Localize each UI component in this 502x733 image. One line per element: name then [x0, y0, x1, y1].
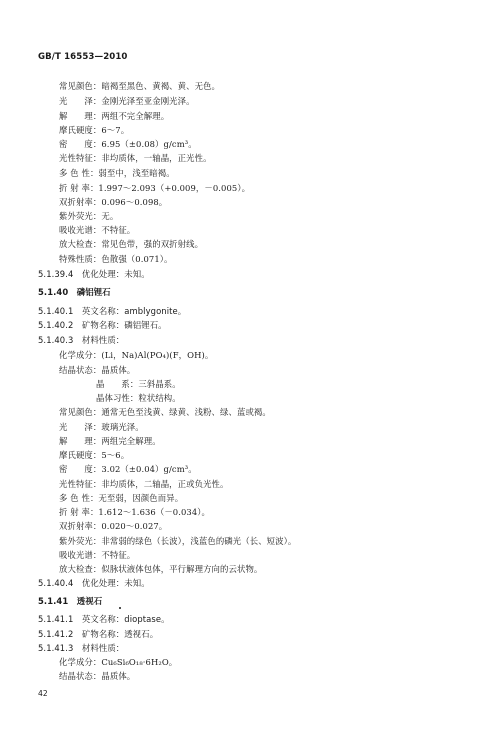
text-line: 光 泽：玻璃光泽。: [59, 422, 144, 432]
clause-line: 5.1.39.4 优化处理：未知。: [38, 269, 150, 279]
text-line: 密 度：3.02（±0.04）g/cm³。: [59, 464, 197, 474]
section-heading: 5.1.40 磷铝锂石: [38, 287, 111, 297]
text-line: 双折射率：0.096～0.098。: [59, 197, 168, 207]
section-heading: 5.1.41 透视石: [38, 596, 103, 606]
text-line: 放大检查：常见色带，强的双折射线。: [59, 239, 204, 249]
text-line-indented: 晶 系：三斜晶系。: [96, 379, 181, 389]
text-line-indented: 晶体习性：粒状结构。: [96, 393, 181, 403]
text-line: 密 度：6.95（±0.08）g/cm³。: [59, 139, 197, 149]
text-line: 解 理：两组完全解理。: [59, 436, 161, 446]
text-line: 吸收光谱：不特征。: [59, 550, 136, 560]
text-line: 摩氏硬度：5～6。: [59, 450, 130, 460]
text-line: 多 色 性：无至弱，因颜色而异。: [59, 493, 184, 503]
clause-line: 5.1.40.2 矿物名称：磷铝锂石。: [38, 320, 167, 330]
clause-line: 5.1.40.3 材料性质：: [38, 335, 125, 345]
clause-line: 5.1.41.1 英文名称：dioptase。: [38, 614, 170, 624]
text-line: 光性特征：非均质体，一轴晶，正光性。: [59, 153, 212, 163]
text-line: 紫外荧光：非常弱的绿色（长波），浅蓝色的磷光（长、短波）。: [59, 536, 297, 546]
text-line: 折 射 率：1.997～2.093（+0.009，－0.005）。: [59, 183, 251, 193]
clause-line: 5.1.40.1 英文名称：amblygonite。: [38, 306, 187, 316]
text-line: 多 色 性：弱至中，浅至暗褐。: [59, 168, 175, 178]
standard-header: GB/T 16553—2010: [38, 52, 128, 62]
text-line: 放大检查：似脉状液体包体，平行解理方向的云状物。: [59, 564, 263, 574]
print-mark: [119, 607, 121, 609]
text-line: 吸收光谱：不特征。: [59, 225, 136, 235]
clause-line: 5.1.41.2 矿物名称：透视石。: [38, 629, 159, 639]
text-line: 双折射率：0.020～0.027。: [59, 521, 168, 531]
text-line: 结晶状态：晶质体。: [59, 671, 136, 681]
text-line: 光性特征：非均质体，二轴晶，正或负光性。: [59, 479, 229, 489]
clause-line: 5.1.41.3 材料性质：: [38, 643, 125, 653]
text-line: 常见颜色：暗褐至黑色、黄褐、黄、无色。: [59, 81, 221, 91]
text-line: 结晶状态：晶质体。: [59, 365, 136, 375]
text-line: 紫外荧光：无。: [59, 211, 119, 221]
text-line: 常见颜色：通常无色至浅黄、绿黄、浅粉、绿、蓝或褐。: [59, 407, 271, 417]
text-line: 解 理：两组不完全解理。: [59, 111, 170, 121]
text-line: 摩氏硬度：6～7。: [59, 125, 130, 135]
text-line: 化学成分：Cu₆Si₆O₁₈·6H₂O。: [59, 657, 178, 667]
text-line: 折 射 率：1.612～1.636（－0.034）。: [59, 507, 211, 517]
clause-line: 5.1.40.4 优化处理：未知。: [38, 578, 150, 588]
text-line: 化学成分：(Li，Na)Al(PO₄)(F，OH)。: [59, 350, 214, 360]
page-number: 42: [38, 689, 48, 698]
text-line: 特殊性质：色散强（0.071）。: [59, 254, 173, 264]
text-line: 光 泽：金刚光泽至亚金刚光泽。: [59, 96, 195, 106]
